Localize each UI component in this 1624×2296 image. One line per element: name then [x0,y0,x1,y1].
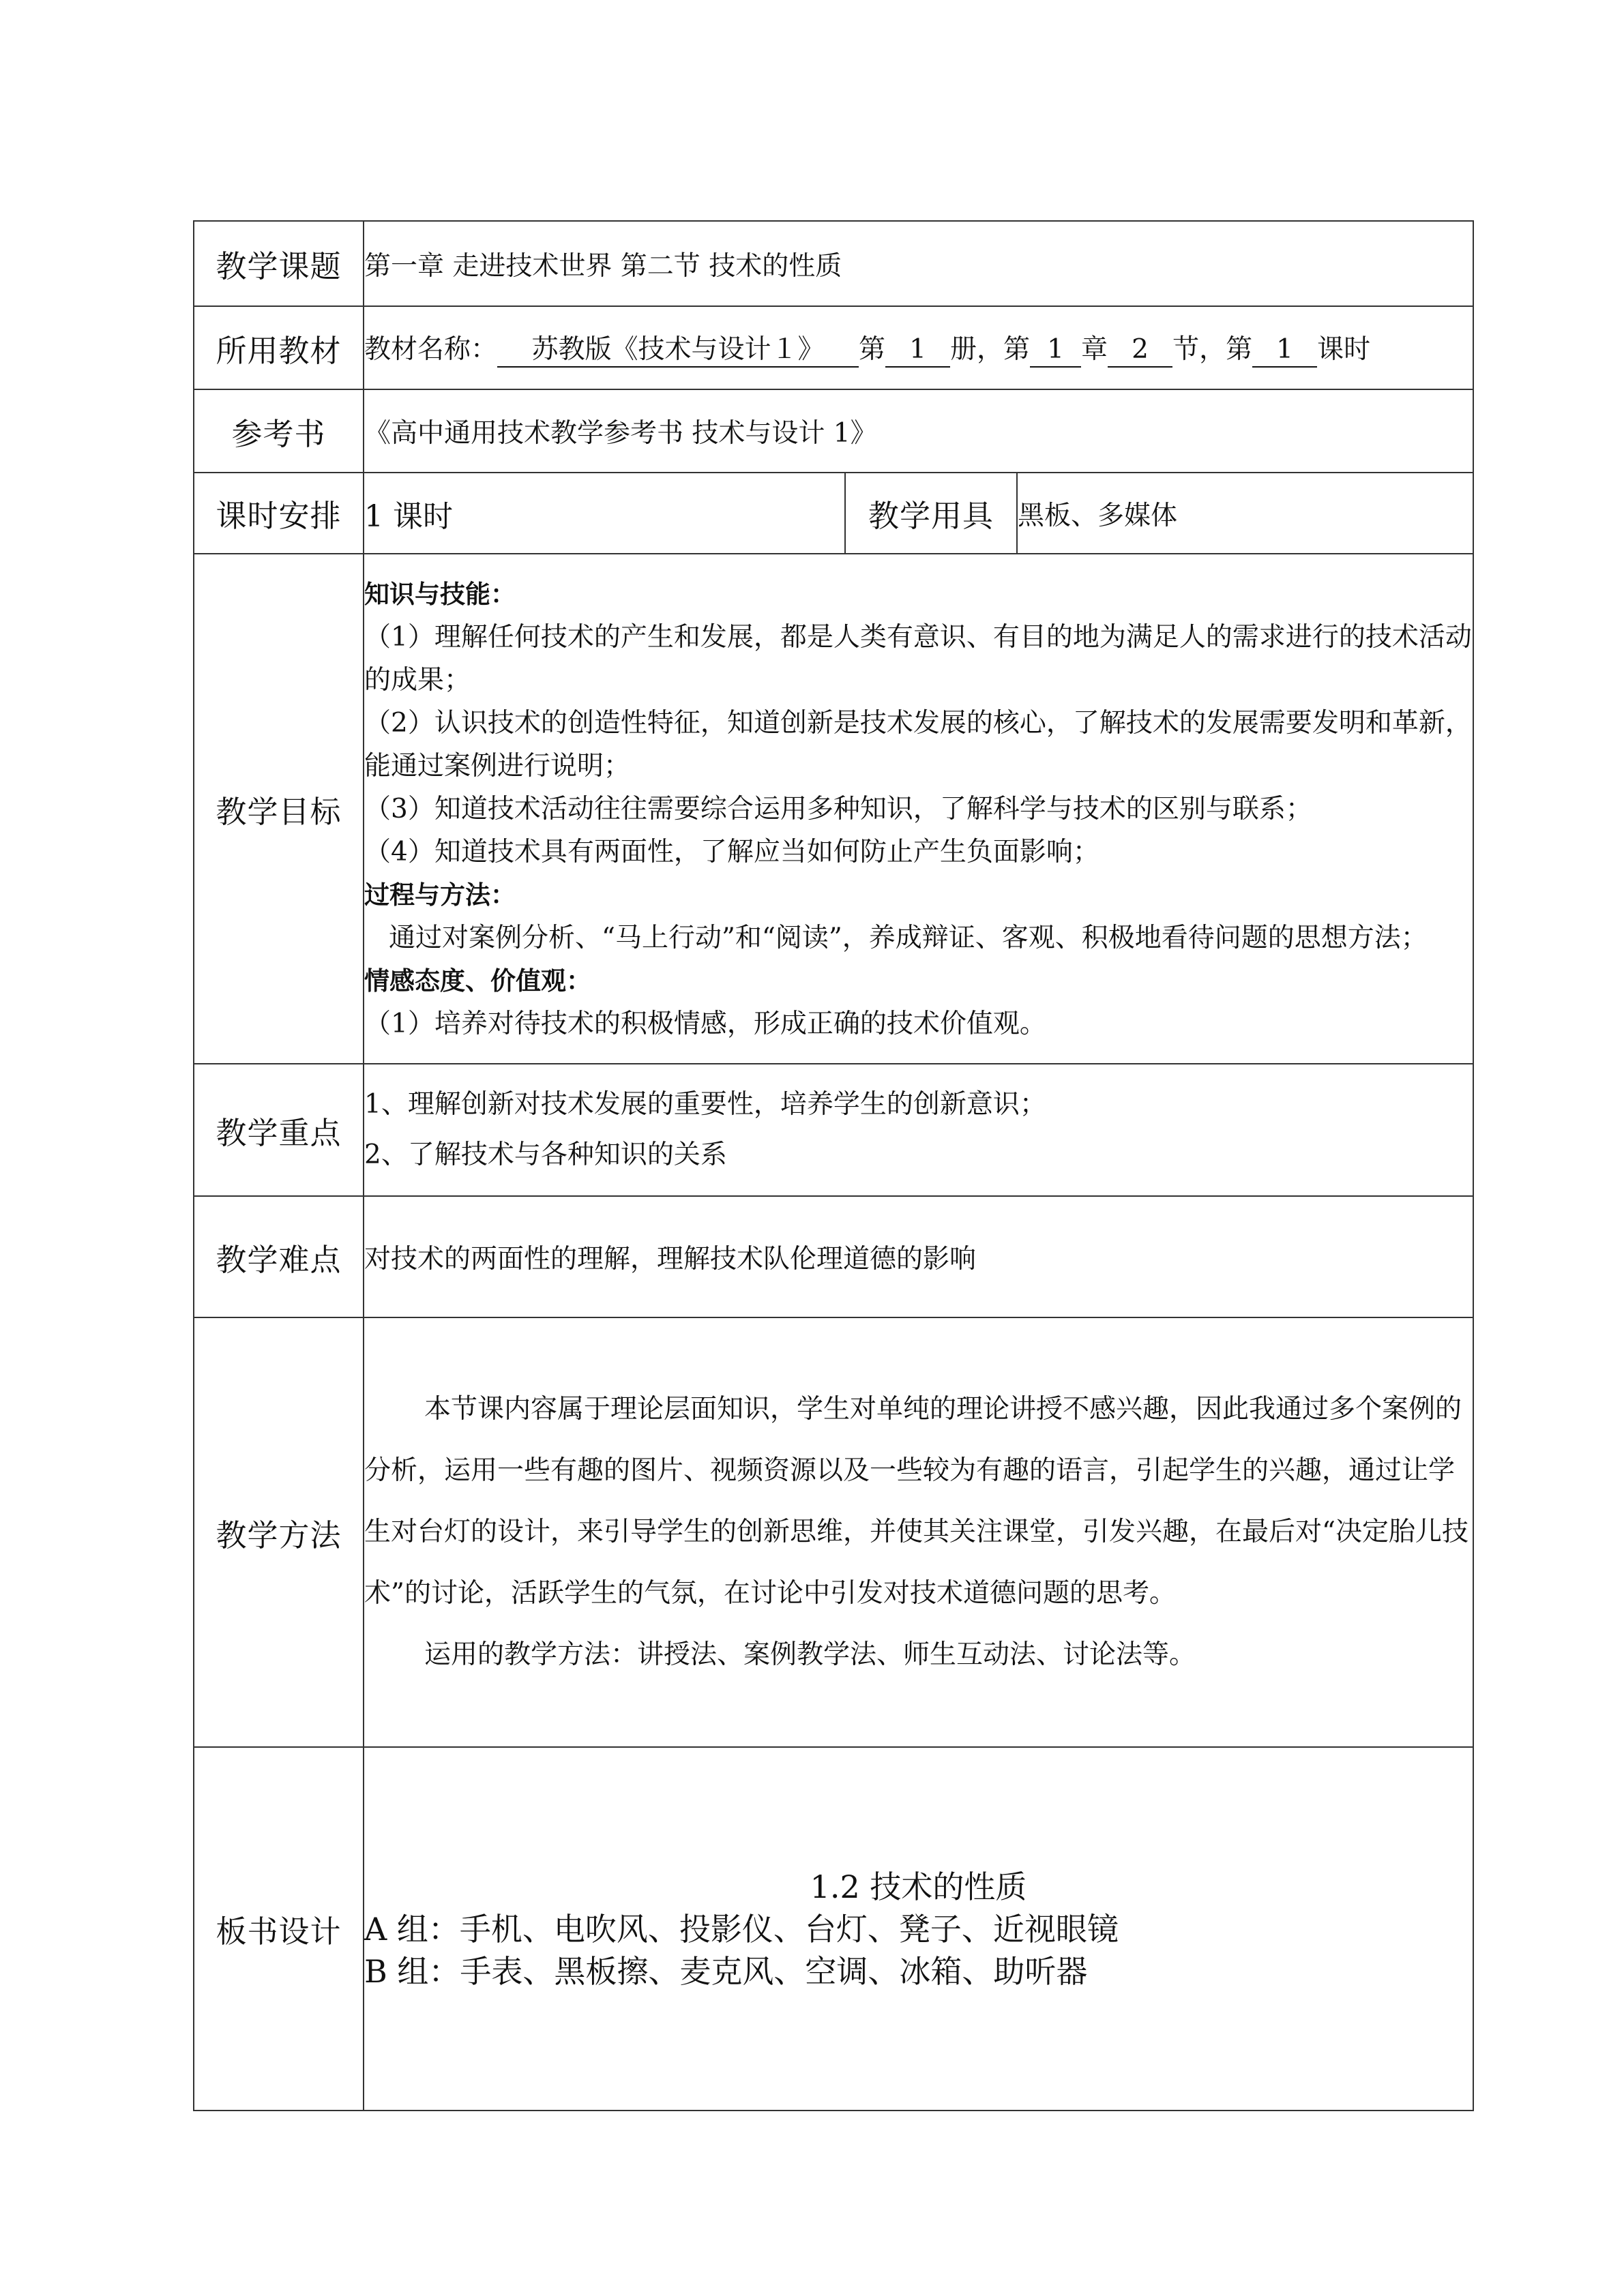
material-t4: 节，第 [1172,334,1253,366]
material-label: 所用教材 [194,306,364,389]
board-title: 1.2 技术的性质 [810,1868,1027,1905]
tools-value: 黑板、多媒体 [1017,473,1473,554]
material-t1: 第 [859,334,886,366]
knowledge-item-3: （3）知道技术活动往往需要综合运用多种知识，了解科学与技术的区别与联系； [364,793,1312,824]
key-points-content [364,1064,1473,1196]
knowledge-item-1: （1）理解任何技术的产生和发展，都是人类有意识、有目的地为满足人的需求进行的技术活动的成果； [364,621,1472,696]
row-goals [194,554,1473,1064]
knowledge-title: 知识与技能： [364,579,516,609]
key-point-2: 2、了解技术与各种知识的关系 [364,1139,727,1170]
emotion-text: （1）培养对待技术的积极情感，形成正确的技术价值观。 [364,1008,1046,1039]
reference-label: 参考书 [194,389,364,473]
board-content [364,1747,1473,2111]
row-reference [194,389,1473,473]
material-prefix: 教材名称： [364,334,498,366]
goals-label: 教学目标 [194,554,364,1064]
material-chapter: 1 [1030,334,1081,368]
emotion-title: 情感态度、价值观： [364,966,591,996]
knowledge-item-4: （4）知道技术具有两面性，了解应当如何防止产生负面影响； [364,836,1099,867]
difficulties-value: 对技术的两面性的理解，理解技术队伦理道德的影响 [364,1196,1473,1317]
methods-paragraph-2: 运用的教学方法：讲授法、案例教学法、师生互动法、讨论法等。 [424,1639,1196,1670]
material-section: 2 [1108,334,1172,368]
methods-paragraph-1: 本节课内容属于理论层面知识，学生对单纯的理论讲授不感兴趣，因此我通过多个案例的分析，运用一些有趣的图片、视频资源以及一些较为有趣的语言，引起学生的兴趣，通过让学生对台灯的设计，来引导学生的创新思维，并使其关注课堂，引发兴趣，在最后对“决定胎儿技术”的讨论，活跃学生的气氛，在讨论中引发对技术道德问题的思考。 [364,1394,1468,1609]
knowledge-item-2: （2）认识技术的创造性特征，知道创新是技术发展的核心，了解技术的发展需要发明和革新，能通过案例进行说明； [364,707,1472,781]
key-points-label: 教学重点 [194,1064,364,1196]
topic-label: 教学课题 [194,221,364,306]
topic-value: 第一章 走进技术世界 第二节 技术的性质 [364,221,1473,306]
board-label: 板书设计 [194,1747,364,2111]
material-t2: 册，第 [950,334,1031,366]
material-book: 苏教版《技术与设计１》 [497,334,859,368]
methods-label: 教学方法 [194,1317,364,1747]
material-lesson: 1 [1252,334,1317,368]
board-group-b: B 组：手表、黑板擦、麦克风、空调、冰箱、助听器 [364,1952,1088,1990]
row-key-points [194,1064,1473,1196]
lesson-plan-table [193,220,1474,2111]
key-point-1: 1、理解创新对技术发展的重要性，培养学生的创新意识； [364,1089,1046,1120]
row-topic [194,221,1473,306]
methods-content [364,1317,1473,1747]
row-material [194,306,1473,389]
material-value [364,306,1473,389]
material-t3: 章 [1081,334,1108,366]
row-difficulties [194,1196,1473,1317]
tools-label: 教学用具 [845,473,1017,554]
process-text: 通过对案例分析、“马上行动”和“阅读”，养成辩证、客观、积极地看待问题的思想方法； [389,922,1428,953]
material-t5: 课时 [1317,334,1371,366]
difficulties-label: 教学难点 [194,1196,364,1317]
reference-value: 《高中通用技术教学参考书 技术与设计 1》 [364,389,1473,473]
material-volume: 1 [885,334,950,368]
row-schedule [194,473,1473,554]
process-title: 过程与方法： [364,880,516,910]
goals-content [364,554,1473,1064]
row-board [194,1747,1473,2111]
schedule-value: 1 课时 [364,473,845,554]
board-group-a: A 组：手机、电吹风、投影仪、台灯、凳子、近视眼镜 [364,1910,1119,1948]
row-methods [194,1317,1473,1747]
schedule-label: 课时安排 [194,473,364,554]
